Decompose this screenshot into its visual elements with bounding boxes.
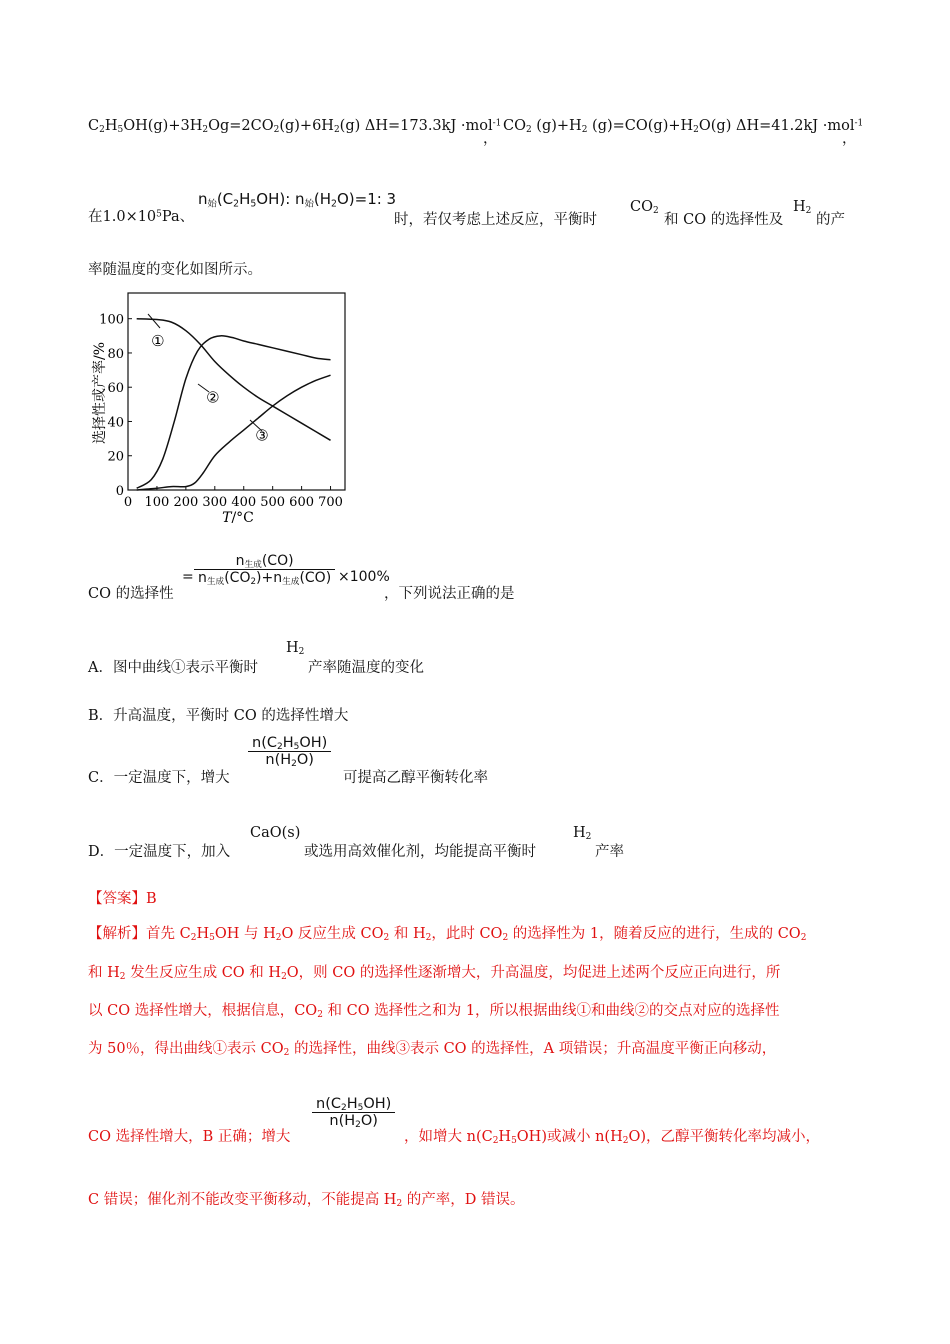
x-tick-label: 100	[144, 495, 170, 510]
x-axis-label: T/°C	[222, 510, 254, 526]
option-a-tail: 产率随温度的变化	[308, 660, 424, 676]
selectivity-eq: =	[182, 569, 194, 585]
analysis-line-5: CO 选择性增大，B 正确；增大	[88, 1129, 291, 1145]
curve-label-2: ②	[206, 388, 220, 407]
curve-label-1: ①	[151, 332, 165, 351]
co2-formula: $CO_2$	[630, 199, 659, 217]
analysis-line-4: 为 50％，得出曲线①表示 $CO_2$ 的选择性，曲线③表示 CO 的选择性，A 项错误；升高温度平衡正向移动，	[88, 1041, 777, 1059]
selectivity-chart	[90, 288, 360, 528]
h2-formula: $H_2$	[793, 199, 812, 217]
x-tick-label: 0	[123, 495, 133, 510]
selectivity-lead: CO 的选择性	[88, 586, 174, 602]
condition-text: 时，若仅考虑上述反应，平衡时	[394, 212, 597, 228]
chart-svg	[90, 288, 360, 528]
analysis-line-3: 以 CO 选择性增大，根据信息，$CO_2$ 和 CO 选择性之和为 1，所以根据曲线①和曲线②的交点对应的选择性	[88, 1003, 780, 1021]
option-a[interactable]: A．图中曲线①表示平衡时	[88, 660, 258, 676]
selectivity-tail: ，下列说法正确的是	[384, 586, 515, 602]
answer	[88, 887, 157, 908]
x-tick-label: 500	[260, 495, 286, 510]
option-d-cao: CaO(s)	[250, 825, 301, 841]
answer-value: B	[146, 891, 157, 907]
option-c[interactable]: C．一定温度下，增大	[88, 770, 230, 786]
analysis-line-1: 【解析】首先 $C_2H_5OH$ 与 $H_2O$ 反应生成 $CO_2$ 和 $H_2$，此时 $CO_2$ 的选择性为 1，随着反应的进行，生成的 $CO_2$	[88, 926, 807, 944]
condition-mid: 和 CO 的选择性及	[664, 212, 784, 228]
series-line-2	[137, 336, 331, 489]
x-tick-label: 600	[289, 495, 315, 510]
reaction-line: $C_2H_5OH(g)+3H_2Og=2CO_2(g)+6H_2(g)$ ΔH=173.3kJ ·mol$^{-1}$	[88, 118, 502, 136]
reaction-end: ，	[842, 131, 857, 147]
times-100: ×100%	[338, 569, 390, 585]
y-tick-label: 20	[107, 449, 124, 465]
reaction-line-2: $CO_2$ $(g)+H_2$ $(g)=CO(g)+H_2O(g)$ ΔH=41.2kJ ·mol$^{-1}$	[503, 118, 864, 136]
analysis-line-5-tail: ，如增大 $n(C_2H_5OH)$或减小 $n(H_2O)$，乙醇平衡转化率均减小，	[404, 1129, 821, 1147]
y-tick-label: 60	[107, 381, 124, 397]
y-tick-label: 100	[99, 312, 124, 328]
condition-line: 在$1.0\times 10^5Pa$、	[88, 209, 195, 225]
option-d-tail: 产率	[595, 844, 624, 860]
analysis-fraction: $\frac{n(C_2H_5OH)}{n(H_2O)}$	[312, 1096, 395, 1129]
x-tick-label: 200	[173, 495, 199, 510]
x-tick-label: 400	[231, 495, 257, 510]
condition-line-2: 率随温度的变化如图所示。	[88, 262, 262, 278]
analysis-label: 【解析】	[88, 926, 146, 942]
selectivity-denominator: $n_{生成}(CO_2)+n_{生成}(CO)$	[198, 570, 332, 588]
y-axis-label: 选择性或产率/%	[92, 341, 108, 445]
option-c-tail: 可提高乙醇平衡转化率	[343, 770, 488, 786]
y-tick-label: 40	[107, 415, 124, 431]
condition-tail: 的产	[816, 212, 845, 228]
answer-label: 【答案】	[88, 891, 146, 907]
selectivity-numerator: $n_{生成}(CO)$	[194, 553, 335, 570]
option-c-fraction: $\frac{n(C_2H_5OH)}{n(H_2O)}$	[248, 735, 331, 768]
curve-label-3: ③	[255, 426, 269, 445]
reaction-separator: ，	[483, 131, 498, 147]
x-tick-label: 300	[202, 495, 228, 510]
series-line-3	[137, 375, 331, 490]
y-tick-label: 0	[115, 484, 124, 499]
option-d-mid: 或选用高效催化剂，均能提高平衡时	[304, 844, 536, 860]
option-b[interactable]: B．升高温度，平衡时 CO 的选择性增大	[88, 708, 349, 724]
option-a-h2: $H_2$	[286, 640, 305, 658]
analysis-line-6: C 错误；催化剂不能改变平衡移动，不能提高 $H_2$ 的产率，D 错误。	[88, 1192, 525, 1210]
y-tick-label: 80	[107, 346, 124, 362]
x-tick-label: 700	[318, 495, 343, 510]
series-line-1	[137, 319, 331, 441]
analysis-line-2: 和 $H_2$ 发生反应生成 CO 和 $H_2O$，则 CO 的选择性逐渐增大，升高温度，均促进上述两个反应正向进行，所	[88, 965, 781, 983]
selectivity-formula	[194, 553, 335, 586]
initial-ratio: $n_始(C_2H_5OH)$: $n_始(H_2O)=1$: 3	[198, 190, 397, 210]
option-d-h2: $H_2$	[573, 825, 592, 843]
leader-1	[148, 314, 160, 328]
option-d[interactable]: D．一定温度下，加入	[88, 844, 231, 860]
plot-frame	[128, 293, 345, 490]
